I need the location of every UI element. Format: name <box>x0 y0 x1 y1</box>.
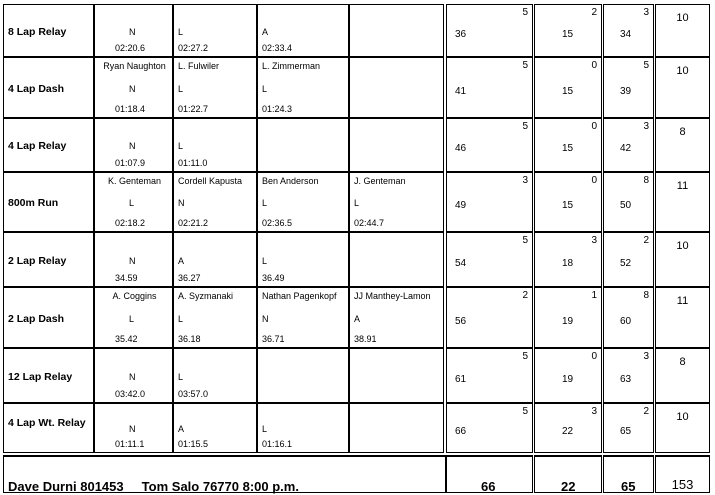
finish-time: 02:44.7 <box>354 218 385 228</box>
team-score-cell-3 <box>603 57 654 118</box>
event-points: 2 <box>591 7 597 18</box>
event-points: 5 <box>522 7 528 18</box>
event-points: 3 <box>522 175 528 186</box>
event-cell <box>3 403 94 453</box>
place-cell-2 <box>173 57 257 118</box>
finish-time: 34.59 <box>115 273 138 283</box>
team-score-cell-1 <box>446 348 533 403</box>
finish-time: 02:18.2 <box>115 218 146 228</box>
place-cell-1 <box>94 4 173 57</box>
team-score-cell-1 <box>446 172 533 232</box>
team-code: N <box>129 255 136 266</box>
team-code: N <box>129 83 136 94</box>
team-code: N <box>262 313 269 324</box>
place-cell-3 <box>257 118 349 172</box>
team-score-cell-3 <box>603 287 654 348</box>
place-cell-3 <box>257 57 349 118</box>
event-points: 2 <box>643 235 649 246</box>
finish-time: 01:15.5 <box>178 439 209 449</box>
event-name: 800m Run <box>8 197 59 209</box>
team-score-cell-1 <box>446 403 533 453</box>
event-points: 0 <box>591 121 597 132</box>
row-total: 10 <box>676 240 689 252</box>
table-row <box>0 232 715 287</box>
place-cell-2 <box>173 4 257 57</box>
final-score: 65 <box>621 479 636 494</box>
finish-time: 01:22.7 <box>178 104 209 114</box>
officials-cell <box>3 455 446 493</box>
running-total: 61 <box>455 373 467 385</box>
finish-time: 01:18.4 <box>115 104 146 114</box>
row-total-cell <box>655 287 710 348</box>
event-points: 0 <box>591 175 597 186</box>
event-cell <box>3 348 94 403</box>
place-cell-4 <box>349 57 444 118</box>
finish-time: 02:21.2 <box>178 218 209 228</box>
team-score-cell-1 <box>446 4 533 57</box>
running-total: 52 <box>620 257 632 269</box>
event-cell <box>3 4 94 57</box>
team-code: L <box>178 371 184 382</box>
place-cell-1 <box>94 348 173 403</box>
team-score-cell-2 <box>534 172 602 232</box>
athlete-name: L. Zimmerman <box>262 61 321 71</box>
event-points: 1 <box>591 290 597 301</box>
team-code: L <box>178 313 184 324</box>
team-code: L <box>129 198 135 208</box>
running-total: 15 <box>562 85 574 97</box>
event-cell <box>3 57 94 118</box>
table-row <box>0 348 715 403</box>
event-name: 2 Lap Dash <box>8 312 65 325</box>
place-cell-4 <box>349 4 444 57</box>
athlete-name: J. Genteman <box>354 176 406 186</box>
team-code: A <box>178 424 185 434</box>
finish-time: 03:57.0 <box>178 389 209 399</box>
row-total-cell <box>655 4 710 57</box>
team-code: A <box>178 255 185 266</box>
place-cell-4 <box>349 118 444 172</box>
team-code: L <box>262 255 268 266</box>
place-cell-3 <box>257 348 349 403</box>
event-points: 5 <box>522 351 528 362</box>
finish-time: 01:11.0 <box>178 158 208 168</box>
place-cell-3 <box>257 287 349 348</box>
finish-time: 01:11.1 <box>115 439 145 449</box>
grand-total-cell <box>655 455 710 493</box>
team-score-cell-2 <box>534 287 602 348</box>
team-score-cell-1 <box>446 57 533 118</box>
team-code: L <box>129 313 135 324</box>
row-total: 8 <box>679 356 686 368</box>
event-name: 4 Lap Wt. Relay <box>8 417 86 429</box>
table-row <box>0 403 715 453</box>
team-code: L <box>262 83 268 94</box>
running-total: 18 <box>562 257 574 269</box>
team-score-cell-3 <box>603 348 654 403</box>
team-code: N <box>129 141 136 151</box>
running-total: 49 <box>455 200 467 211</box>
row-total: 8 <box>679 126 686 138</box>
place-cell-2 <box>173 403 257 453</box>
event-name: 4 Lap Relay <box>8 140 67 152</box>
event-points: 5 <box>643 60 649 71</box>
place-cell-2 <box>173 348 257 403</box>
row-total-cell <box>655 403 710 453</box>
event-cell <box>3 118 94 172</box>
event-cell <box>3 232 94 287</box>
row-total-cell <box>655 172 710 232</box>
place-cell-1 <box>94 172 173 232</box>
place-cell-4 <box>349 348 444 403</box>
final-score: 66 <box>481 479 496 494</box>
event-points: 5 <box>522 121 528 132</box>
running-total: 39 <box>620 85 632 97</box>
team-score-cell-3 <box>603 172 654 232</box>
event-points: 8 <box>643 175 649 186</box>
athlete-name: L. Fulwiler <box>178 61 220 71</box>
place-cell-3 <box>257 232 349 287</box>
team-score-cell-2 <box>534 403 602 453</box>
place-cell-2 <box>173 232 257 287</box>
team-score-cell-1 <box>446 118 533 172</box>
event-points: 0 <box>591 60 597 71</box>
place-cell-1 <box>94 118 173 172</box>
row-total: 10 <box>676 411 689 423</box>
event-points: 5 <box>522 235 528 246</box>
team-code: N <box>129 371 136 382</box>
place-cell-4 <box>349 232 444 287</box>
team-code: L <box>178 141 184 151</box>
athlete-name: Ryan Naughton <box>103 61 166 71</box>
event-name: 4 Lap Dash <box>8 82 65 95</box>
footer-row <box>0 455 715 493</box>
officials-text: Dave Durni 801453 Tom Salo 76770 8:00 p.m. <box>8 479 299 494</box>
team-code: L <box>178 26 184 37</box>
table-row <box>0 172 715 232</box>
athlete-name: Ben Anderson <box>262 176 319 186</box>
running-total: 15 <box>562 200 574 211</box>
final-score: 22 <box>561 479 576 494</box>
table-row <box>0 57 715 118</box>
event-points: 2 <box>643 406 649 417</box>
running-total: 50 <box>620 200 632 211</box>
finish-time: 35.42 <box>115 334 138 344</box>
finish-time: 01:24.3 <box>262 104 293 114</box>
team-code: N <box>129 424 136 434</box>
row-total: 10 <box>676 12 689 24</box>
row-total-cell <box>655 232 710 287</box>
team-score-cell-3 <box>603 4 654 57</box>
final-score-cell-1 <box>446 455 533 493</box>
team-score-cell-1 <box>446 287 533 348</box>
grand-total: 153 <box>671 477 694 492</box>
event-points: 5 <box>522 60 528 71</box>
event-points: 3 <box>643 351 649 362</box>
athlete-name: K. Genteman <box>107 176 162 186</box>
row-total-cell <box>655 118 710 172</box>
team-score-cell-1 <box>446 232 533 287</box>
place-cell-4 <box>349 403 444 453</box>
team-code: L <box>262 198 268 208</box>
athlete-name: Cordell Kapusta <box>178 176 243 186</box>
running-total: 15 <box>562 143 574 154</box>
team-score-cell-2 <box>534 57 602 118</box>
running-total: 22 <box>562 426 574 437</box>
finish-time: 36.49 <box>262 273 285 283</box>
finish-time: 02:20.6 <box>115 43 146 53</box>
finish-time: 02:36.5 <box>262 218 293 228</box>
row-total-cell <box>655 57 710 118</box>
team-code: L <box>354 198 360 208</box>
event-points: 3 <box>643 7 649 18</box>
finish-time: 01:16.1 <box>262 439 293 449</box>
team-code: A <box>354 313 361 324</box>
team-score-cell-3 <box>603 403 654 453</box>
team-score-cell-2 <box>534 4 602 57</box>
running-total: 54 <box>455 257 467 269</box>
finish-time: 36.27 <box>178 273 201 283</box>
table-row <box>0 118 715 172</box>
final-score-cell-2 <box>534 455 602 493</box>
running-total: 34 <box>620 28 632 40</box>
event-name: 8 Lap Relay <box>8 25 67 38</box>
event-points: 5 <box>522 406 528 417</box>
running-total: 60 <box>620 315 632 327</box>
place-cell-4 <box>349 287 444 348</box>
team-code: N <box>178 198 185 208</box>
place-cell-2 <box>173 118 257 172</box>
team-score-cell-2 <box>534 118 602 172</box>
place-cell-3 <box>257 403 349 453</box>
team-score-cell-2 <box>534 348 602 403</box>
row-total: 10 <box>676 65 689 77</box>
running-total: 41 <box>455 85 467 97</box>
running-total: 63 <box>620 373 632 385</box>
team-code: L <box>262 424 268 434</box>
running-total: 56 <box>455 315 467 327</box>
place-cell-1 <box>94 232 173 287</box>
finish-time: 01:07.9 <box>115 158 146 168</box>
place-cell-2 <box>173 172 257 232</box>
team-code: L <box>178 83 184 94</box>
place-cell-4 <box>349 172 444 232</box>
team-score-cell-3 <box>603 118 654 172</box>
event-cell <box>3 287 94 348</box>
place-cell-3 <box>257 172 349 232</box>
event-points: 3 <box>591 235 597 246</box>
running-total: 36 <box>455 28 467 40</box>
event-points: 2 <box>522 290 528 301</box>
event-points: 8 <box>643 290 649 301</box>
place-cell-1 <box>94 287 173 348</box>
table-row <box>0 287 715 348</box>
finish-time: 02:33.4 <box>262 43 293 53</box>
row-total: 11 <box>676 295 689 307</box>
running-total: 46 <box>455 143 467 154</box>
place-cell-1 <box>94 57 173 118</box>
running-total: 65 <box>620 426 632 437</box>
finish-time: 36.18 <box>178 334 201 344</box>
event-points: 0 <box>591 351 597 362</box>
team-code: N <box>129 26 136 37</box>
row-total-cell <box>655 348 710 403</box>
final-score-cell-3 <box>603 455 654 493</box>
running-total: 19 <box>562 373 574 385</box>
running-total: 19 <box>562 315 574 327</box>
running-total: 15 <box>562 28 574 40</box>
event-points: 3 <box>591 406 597 417</box>
running-total: 42 <box>620 143 632 154</box>
athlete-name: A. Syzmanaki <box>178 291 234 301</box>
finish-time: 02:27.2 <box>178 43 209 53</box>
place-cell-2 <box>173 287 257 348</box>
athlete-name: JJ Manthey-Lamon <box>354 291 431 301</box>
event-name: 2 Lap Relay <box>8 254 67 267</box>
team-score-cell-3 <box>603 232 654 287</box>
event-name: 12 Lap Relay <box>8 370 73 383</box>
row-total: 11 <box>676 180 689 192</box>
event-points: 3 <box>643 121 649 132</box>
running-total: 66 <box>455 426 467 437</box>
team-score-cell-2 <box>534 232 602 287</box>
table-row <box>0 4 715 57</box>
finish-time: 38.91 <box>354 334 377 344</box>
athlete-name: Nathan Pagenkopf <box>262 291 337 301</box>
team-code: A <box>262 26 269 37</box>
athlete-name: A. Coggins <box>112 291 157 301</box>
finish-time: 36.71 <box>262 334 285 344</box>
place-cell-3 <box>257 4 349 57</box>
event-cell <box>3 172 94 232</box>
finish-time: 03:42.0 <box>115 389 146 399</box>
place-cell-1 <box>94 403 173 453</box>
